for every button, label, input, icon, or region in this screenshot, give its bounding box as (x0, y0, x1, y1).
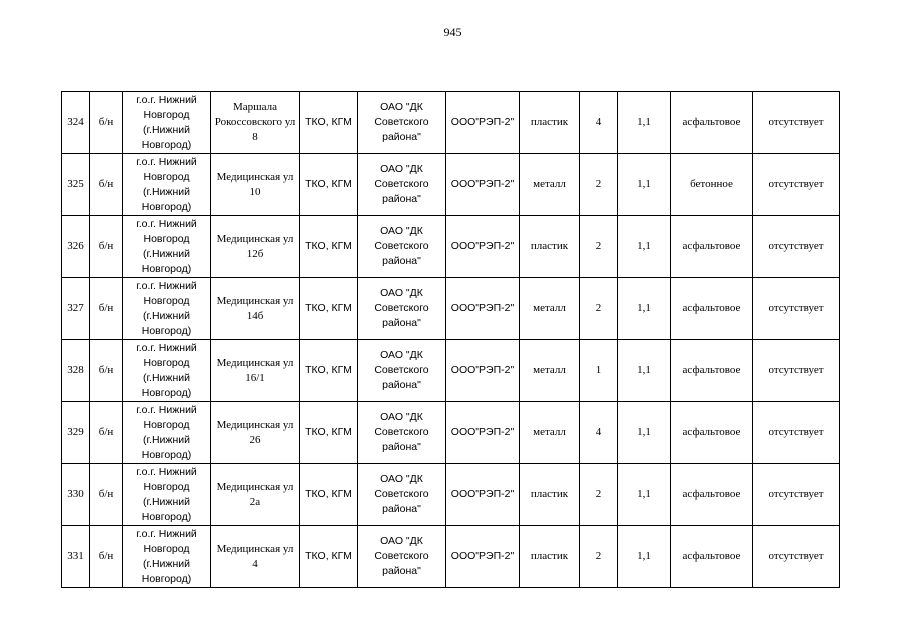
container-count-cell: 4 (580, 92, 618, 154)
fence-cell: отсутствует (753, 340, 840, 402)
row-number-cell: 328 (62, 340, 90, 402)
address-cell: Медицинская ул 2а (211, 464, 300, 526)
container-count-cell: 2 (580, 216, 618, 278)
container-count-cell: 2 (580, 526, 618, 588)
page-number: 945 (443, 25, 462, 39)
container-count-cell: 2 (580, 464, 618, 526)
district-cell: г.о.г. Нижний Новгород (г.Нижний Новгород) (123, 526, 211, 588)
waste-type-cell: ТКО, КГМ (300, 278, 358, 340)
house-number-cell: б/н (90, 402, 123, 464)
waste-type-cell: ТКО, КГМ (300, 92, 358, 154)
material-cell: пластик (520, 526, 580, 588)
address-cell: Медицинская ул 16/1 (211, 340, 300, 402)
fence-cell: отсутствует (753, 464, 840, 526)
operator-cell: ООО"РЭП-2" (446, 340, 520, 402)
operator-cell: ООО"РЭП-2" (446, 92, 520, 154)
registry-table (61, 91, 840, 588)
owner-cell: ОАО "ДК Советского района" (358, 340, 446, 402)
volume-cell: 1,1 (618, 278, 671, 340)
table-row (62, 340, 840, 402)
owner-cell: ОАО "ДК Советского района" (358, 278, 446, 340)
table-row (62, 464, 840, 526)
surface-cell: асфальтовое (671, 464, 753, 526)
container-count-cell: 1 (580, 340, 618, 402)
house-number-cell: б/н (90, 92, 123, 154)
material-cell: металл (520, 278, 580, 340)
district-cell: г.о.г. Нижний Новгород (г.Нижний Новгород) (123, 216, 211, 278)
volume-cell: 1,1 (618, 92, 671, 154)
district-cell: г.о.г. Нижний Новгород (г.Нижний Новгород) (123, 402, 211, 464)
address-cell: Медицинская ул 26 (211, 402, 300, 464)
volume-cell: 1,1 (618, 340, 671, 402)
owner-cell: ОАО "ДК Советского района" (358, 402, 446, 464)
fence-cell: отсутствует (753, 526, 840, 588)
district-cell: г.о.г. Нижний Новгород (г.Нижний Новгород) (123, 340, 211, 402)
house-number-cell: б/н (90, 278, 123, 340)
district-cell: г.о.г. Нижний Новгород (г.Нижний Новгород) (123, 92, 211, 154)
waste-type-cell: ТКО, КГМ (300, 402, 358, 464)
operator-cell: ООО"РЭП-2" (446, 402, 520, 464)
volume-cell: 1,1 (618, 216, 671, 278)
owner-cell: ОАО "ДК Советского района" (358, 526, 446, 588)
operator-cell: ООО"РЭП-2" (446, 526, 520, 588)
district-cell: г.о.г. Нижний Новгород (г.Нижний Новгород) (123, 464, 211, 526)
fence-cell: отсутствует (753, 92, 840, 154)
material-cell: металл (520, 402, 580, 464)
row-number-cell: 331 (62, 526, 90, 588)
house-number-cell: б/н (90, 340, 123, 402)
table-row (62, 402, 840, 464)
container-count-cell: 2 (580, 154, 618, 216)
row-number-cell: 330 (62, 464, 90, 526)
volume-cell: 1,1 (618, 526, 671, 588)
material-cell: пластик (520, 92, 580, 154)
owner-cell: ОАО "ДК Советского района" (358, 154, 446, 216)
volume-cell: 1,1 (618, 402, 671, 464)
house-number-cell: б/н (90, 464, 123, 526)
table-row (62, 278, 840, 340)
surface-cell: асфальтовое (671, 92, 753, 154)
owner-cell: ОАО "ДК Советского района" (358, 464, 446, 526)
table-body (62, 92, 840, 588)
fence-cell: отсутствует (753, 216, 840, 278)
surface-cell: асфальтовое (671, 340, 753, 402)
operator-cell: ООО"РЭП-2" (446, 154, 520, 216)
address-cell: Медицинская ул 12б (211, 216, 300, 278)
row-number-cell: 325 (62, 154, 90, 216)
owner-cell: ОАО "ДК Советского района" (358, 92, 446, 154)
address-cell: Медицинская ул 10 (211, 154, 300, 216)
surface-cell: асфальтовое (671, 402, 753, 464)
row-number-cell: 326 (62, 216, 90, 278)
table-row (62, 92, 840, 154)
house-number-cell: б/н (90, 154, 123, 216)
house-number-cell: б/н (90, 216, 123, 278)
material-cell: пластик (520, 216, 580, 278)
owner-cell: ОАО "ДК Советского района" (358, 216, 446, 278)
container-count-cell: 4 (580, 402, 618, 464)
row-number-cell: 327 (62, 278, 90, 340)
operator-cell: ООО"РЭП-2" (446, 216, 520, 278)
table-row (62, 154, 840, 216)
container-count-cell: 2 (580, 278, 618, 340)
waste-type-cell: ТКО, КГМ (300, 526, 358, 588)
surface-cell: бетонное (671, 154, 753, 216)
address-cell: Медицинская ул 4 (211, 526, 300, 588)
material-cell: металл (520, 340, 580, 402)
address-cell: Медицинская ул 14б (211, 278, 300, 340)
volume-cell: 1,1 (618, 154, 671, 216)
row-number-cell: 329 (62, 402, 90, 464)
address-cell: Маршала Рокоссовского ул 8 (211, 92, 300, 154)
material-cell: металл (520, 154, 580, 216)
waste-type-cell: ТКО, КГМ (300, 340, 358, 402)
district-cell: г.о.г. Нижний Новгород (г.Нижний Новгород) (123, 278, 211, 340)
house-number-cell: б/н (90, 526, 123, 588)
waste-type-cell: ТКО, КГМ (300, 464, 358, 526)
fence-cell: отсутствует (753, 278, 840, 340)
waste-type-cell: ТКО, КГМ (300, 216, 358, 278)
surface-cell: асфальтовое (671, 526, 753, 588)
operator-cell: ООО"РЭП-2" (446, 278, 520, 340)
row-number-cell: 324 (62, 92, 90, 154)
operator-cell: ООО"РЭП-2" (446, 464, 520, 526)
volume-cell: 1,1 (618, 464, 671, 526)
fence-cell: отсутствует (753, 402, 840, 464)
fence-cell: отсутствует (753, 154, 840, 216)
district-cell: г.о.г. Нижний Новгород (г.Нижний Новгород) (123, 154, 211, 216)
material-cell: пластик (520, 464, 580, 526)
waste-type-cell: ТКО, КГМ (300, 154, 358, 216)
surface-cell: асфальтовое (671, 278, 753, 340)
table-row (62, 216, 840, 278)
table-row (62, 526, 840, 588)
surface-cell: асфальтовое (671, 216, 753, 278)
